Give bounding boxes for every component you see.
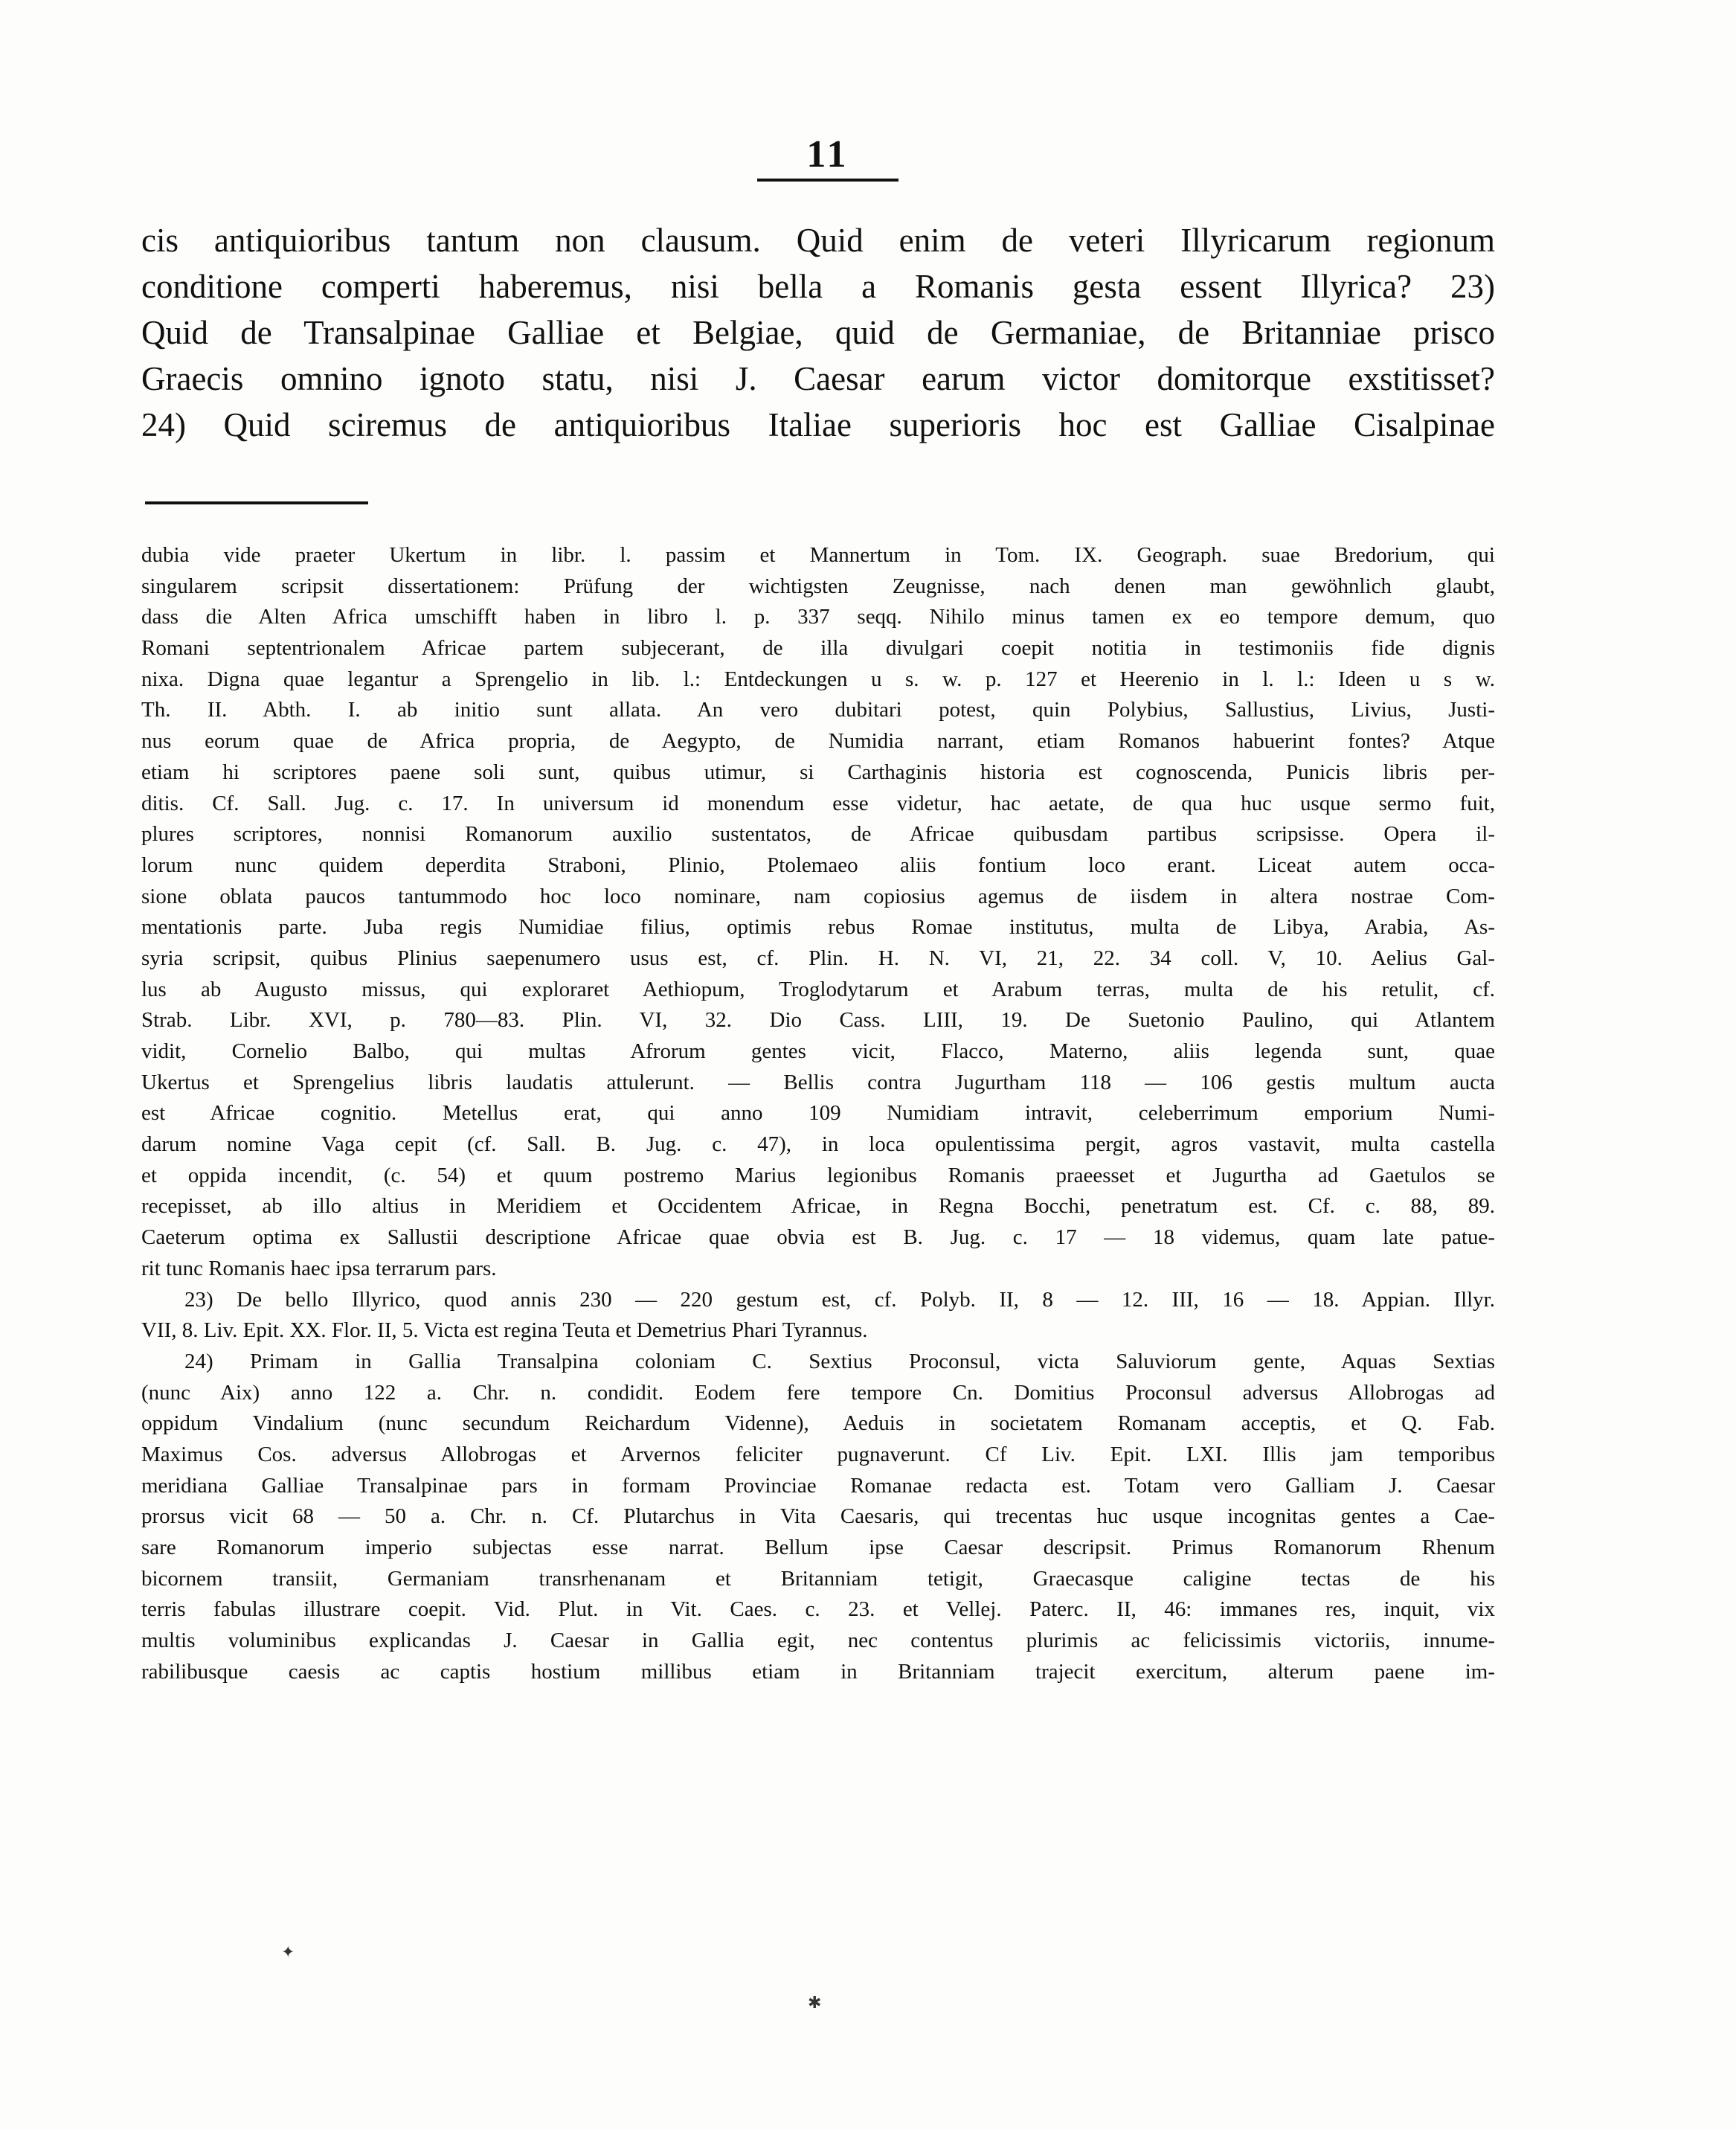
footnote-line: etiam hi scriptores paene soli sunt, quibus utimur, si Carthaginis historia est cognoscenda, Punicis libris per- — [141, 760, 1495, 784]
footnote-line: recepisset, ab illo altius in Meridiem et Occidentem Africae, in Regna Bocchi, penetratum est. Cf. c. 88, 89. — [141, 1194, 1495, 1219]
page-number: 11 — [806, 133, 849, 176]
footnote-line: singularem scripsit dissertationem: Prüfung der wichtigsten Zeugnisse, nach denen man gewöhnlich glaubt, — [141, 574, 1495, 598]
footnote-line: lorum nunc quidem deperdita Straboni, Plinio, Ptolemaeo aliis fontium loco erant. Liceat autem occa- — [141, 853, 1495, 877]
main-text-line: 24) Quid sciremus de antiquioribus Italiae superioris hoc est Galliae Cisalpinae — [141, 406, 1495, 443]
ink-speck-icon: ✦ — [281, 1943, 295, 1962]
footnote-line: dass die Alten Africa umschifft haben in libro l. p. 337 seqq. Nihilo minus tamen ex eo tempore demum, quo — [141, 605, 1495, 629]
main-text-block — [141, 217, 1495, 448]
footnote-line: syria scripsit, quibus Plinius saepenumero usus est, cf. Plin. H. N. VI, 21, 22. 34 coll. V, 10. Aelius Gal- — [141, 946, 1495, 970]
footnote-line: plures scriptores, nonnisi Romanorum auxilio sustentatos, de Africae quibusdam partibus scripsisse. Opera il- — [141, 822, 1495, 847]
footnote-line: Caeterum optima ex Sallustii descriptione Africae quae obvia est B. Jug. c. 17 — 18 videmus, quam late patue- — [141, 1225, 1495, 1250]
page-number-underline — [757, 179, 898, 182]
footnote-line: ditis. Cf. Sall. Jug. c. 17. In universum id monendum esse videtur, hac aetate, de qua huc usque sermo fuit, — [141, 791, 1495, 815]
footnotes-block — [141, 540, 1495, 1687]
footnote-24-line: oppidum Vindalium (nunc secundum Reichardum Videnne), Aeduis in societatem Romanam acceptis, et Q. Fab. — [141, 1411, 1495, 1436]
footnote-line: darum nomine Vaga cepit (cf. Sall. B. Jug. c. 47), in loca opulentissima pergit, agros vastavit, multa castella — [141, 1132, 1495, 1157]
footnote-line: nus eorum quae de Africa propria, de Aegypto, de Numidia narrant, etiam Romanos habuerint fontes? Atque — [141, 729, 1495, 754]
footnote-line: et oppida incendit, (c. 54) et quum postremo Marius legionibus Romanis praeesset et Jugurtha ad Gaetulos se — [141, 1163, 1495, 1187]
footnote-24-line: sare Romanorum imperio subjectas esse narrat. Bellum ipse Caesar descripsit. Primus Romanorum Rhenum — [141, 1536, 1495, 1559]
footnote-24-line: (nunc Aix) anno 122 a. Chr. n. condidit. Eodem fere tempore Cn. Domitius Proconsul adversus Allobrogas ad — [141, 1380, 1495, 1405]
footnote-line: nixa. Digna quae legantur a Sprengelio in lib. l.: Entdeckungen u s. w. p. 127 et Heerenio in l. l.: Ideen u s w. — [141, 667, 1495, 691]
footnote-24-line: rabilibusque caesis ac captis hostium millibus etiam in Britanniam trajecit exercitum, alterum paene im- — [141, 1659, 1495, 1684]
footnote-23-line: VII, 8. Liv. Epit. XX. Flor. II, 5. Victa est regina Teuta et Demetrius Phari Tyrannus. — [141, 1318, 868, 1343]
main-text-line: Quid de Transalpinae Galliae et Belgiae, quid de Germaniae, de Britanniae prisco — [141, 314, 1495, 351]
footnote-line: mentationis parte. Juba regis Numidiae filius, optimis rebus Romae institutus, multa de Libya, Arabia, As- — [141, 915, 1495, 940]
footnote-line: lus ab Augusto missus, qui exploraret Aethiopum, Troglodytarum et Arabum terras, multa de his retulit, cf. — [141, 977, 1495, 1001]
footnote-24-line: prorsus vicit 68 — 50 a. Chr. n. Cf. Plutarchus in Vita Caesaris, qui trecentas huc usque incognitas gentes a Cae- — [141, 1504, 1495, 1529]
footnote-24-line: bicornem transiit, Germaniam transrhenanam et Britanniam tetigit, Graecasque caligine tectas de his — [141, 1566, 1495, 1591]
footnote-line: vidit, Cornelio Balbo, qui multas Afrorum gentes vicit, Flacco, Materno, aliis legenda sunt, quae — [141, 1039, 1495, 1063]
footnote-line: dubia vide praeter Ukertum in libr. l. passim et Mannertum in Tom. IX. Geograph. suae Bredorium, qui — [141, 543, 1495, 567]
footnote-line: Ukertus et Sprengelius libris laudatis attulerunt. — Bellis contra Jugurtham 118 — 106 gestis multum aucta — [141, 1070, 1495, 1094]
footnote-line: est Africae cognitio. Metellus erat, qui anno 109 Numidiam intravit, celeberrimum emporium Numi- — [141, 1101, 1495, 1126]
footnote-24-line: multis voluminibus explicandas J. Caesar in Gallia egit, nec contentus plurimis ac felicissimis victoriis, innume- — [141, 1629, 1495, 1653]
footnote-line: rit tunc Romanis haec ipsa terrarum pars. — [141, 1256, 497, 1280]
footnote-line: Th. II. Abth. I. ab initio sunt allata. An vero dubitari potest, quin Polybius, Sallustius, Livius, Justi- — [141, 698, 1495, 722]
main-text-line: cis antiquioribus tantum non clausum. Quid enim de veteri Illyricarum regionum — [141, 222, 1495, 259]
ink-speck-icon: ✱ — [808, 1994, 822, 2012]
footnote-24-line: Maximus Cos. adversus Allobrogas et Arvernos feliciter pugnaverunt. Cf Liv. Epit. LXI. Illis jam temporibus — [141, 1442, 1495, 1466]
footnote-24-line: 24) Primam in Gallia Transalpina coloniam C. Sextius Proconsul, victa Saluviorum gente, Aquas Sextias — [184, 1349, 1495, 1373]
footnote-23-line: 23) De bello Illyrico, quod annis 230 — 220 gestum est, cf. Polyb. II, 8 — 12. III, 16 — 18. Appian. Illyr. — [184, 1287, 1495, 1312]
footnote-line: sione oblata paucos tantummodo hoc loco nominare, nam copiosius agemus de iisdem in altera nostrae Com- — [141, 884, 1495, 908]
footnote-24-line: meridiana Galliae Transalpinae pars in formam Provinciae Romanae redacta est. Totam vero Galliam J. Caesar — [141, 1473, 1495, 1498]
main-text-line: Graecis omnino ignoto statu, nisi J. Caesar earum victor domitorque exstitisset? — [141, 360, 1495, 397]
footnote-separator — [145, 501, 368, 504]
footnote-24-line: terris fabulas illustrare coepit. Vid. Plut. in Vit. Caes. c. 23. et Vellej. Paterc. II, 46: immanes res, inquit, vix — [141, 1597, 1495, 1622]
main-text-line: conditione comperti haberemus, nisi bella a Romanis gesta essent Illyrica? 23) — [141, 268, 1495, 305]
footnote-line: Romani septentrionalem Africae partem subjecerant, de illa divulgari coepit notitia in testimoniis fide dignis — [141, 636, 1495, 661]
footnote-line: Strab. Libr. XVI, p. 780—83. Plin. VI, 32. Dio Cass. LIII, 19. De Suetonio Paulino, qui Atlantem — [141, 1008, 1495, 1033]
